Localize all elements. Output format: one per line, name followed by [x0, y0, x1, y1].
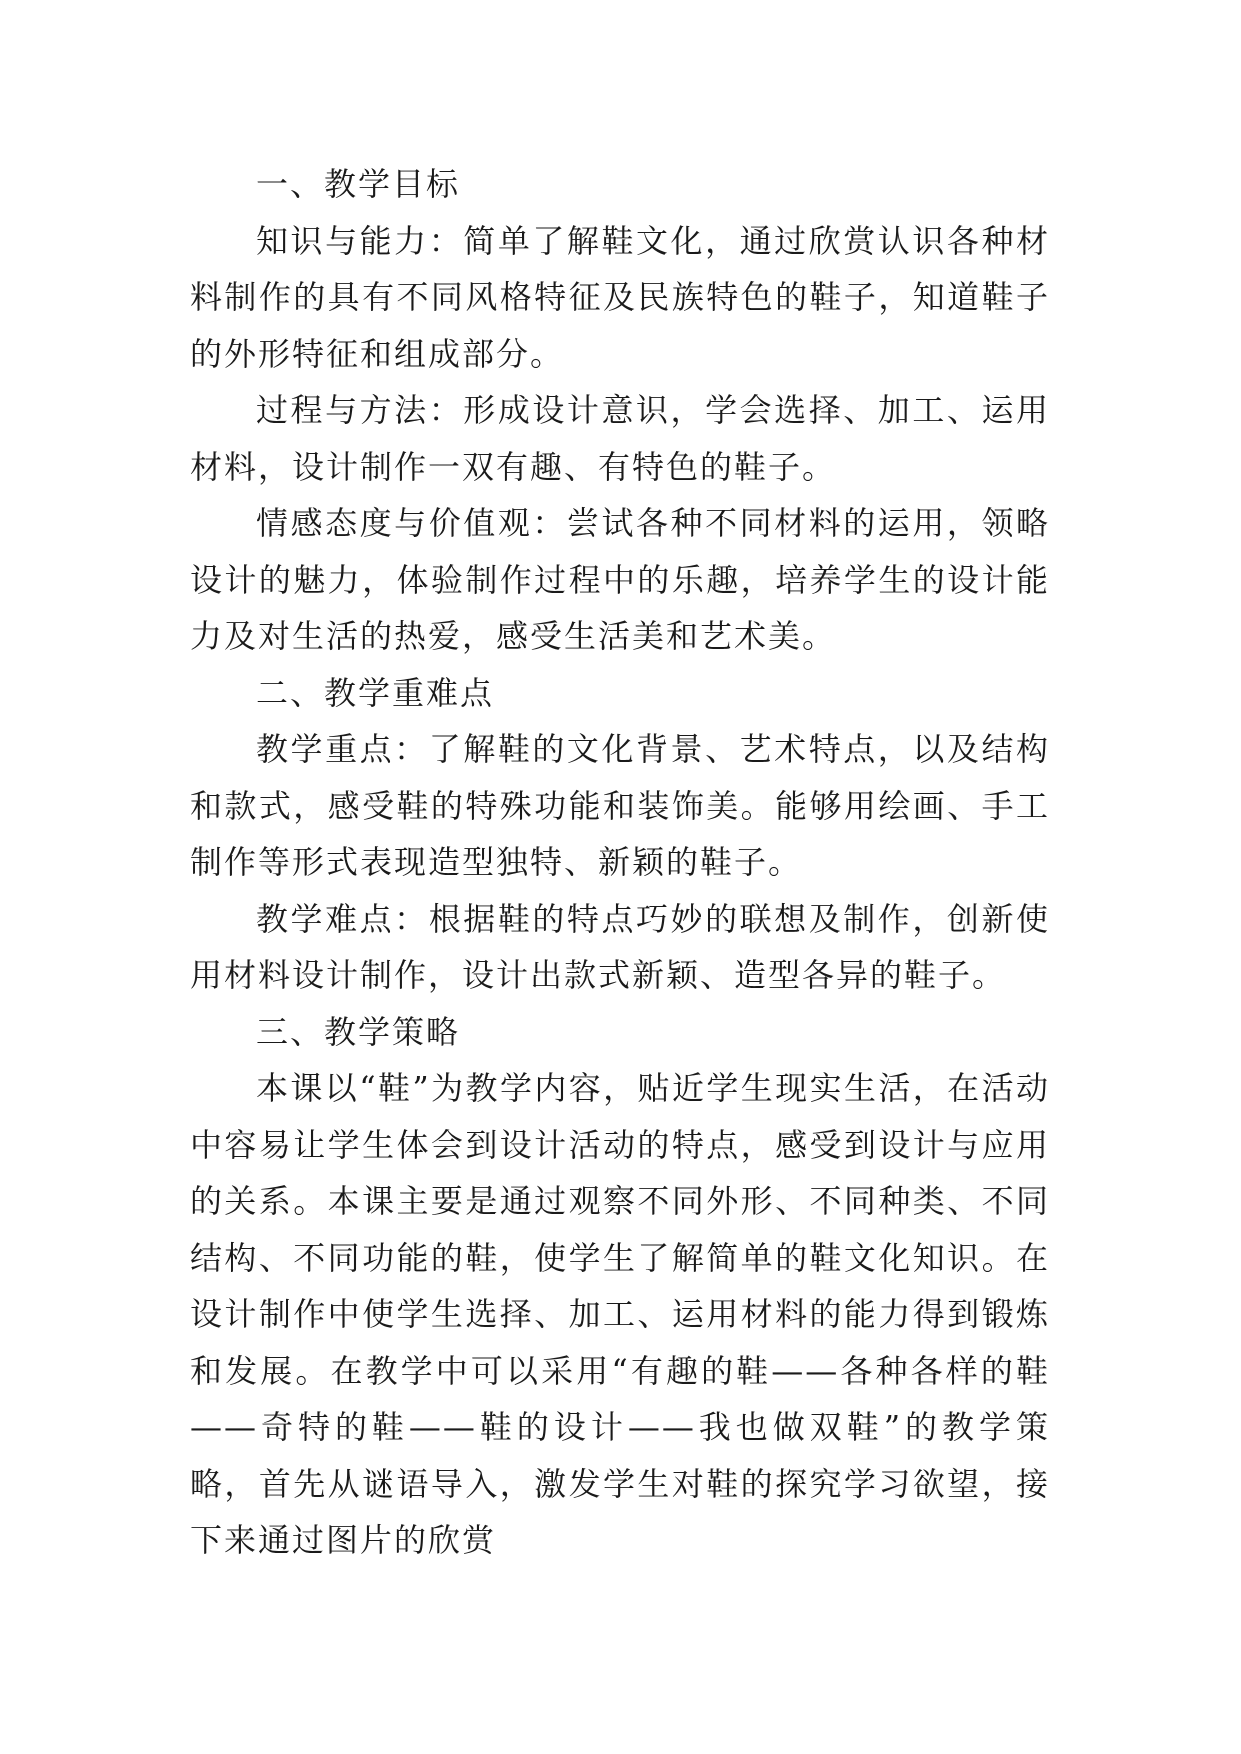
paragraph-teaching-difficulties: 教学难点：根据鞋的特点巧妙的联想及制作，创新使用材料设计制作，设计出款式新颖、造型各异的鞋子。 — [190, 899, 1050, 994]
paragraph-emotion-attitude-values: 情感态度与价值观：尝试各种不同材料的运用，领略设计的魅力，体验制作过程中的乐趣，培养学生的设计能力及对生活的热爱，感受生活美和艺术美。 — [190, 504, 1050, 655]
section-heading-key-difficult-points: 二、教学重难点 — [256, 673, 495, 712]
paragraph-teaching-strategy-body: 本课以“鞋”为教学内容，贴近学生现实生活，在活动中容易让学生体会到设计活动的特点，感受到设计与应用的关系。本课主要是通过观察不同外形、不同种类、不同结构、不同功能的鞋，使学生了解简单的鞋文化知识。在设计制作中使学生选择、加工、运用材料的能力得到锻炼和发展。在教学中可以采用“有趣的鞋——各种各样的鞋——奇特的鞋——鞋的设计——我也做双鞋”的教学策略，首先从谜语导入，激发学生对鞋的探究学习欲望，接下来通过图片的欣赏 — [190, 1069, 1050, 1559]
section-heading-teaching-objectives: 一、教学目标 — [256, 165, 461, 203]
paragraph-process-and-method: 过程与方法：形成设计意识，学会选择、加工、运用材料，设计制作一双有趣、有特色的鞋子。 — [190, 391, 1050, 486]
section-heading-teaching-strategy: 三、教学策略 — [256, 1012, 461, 1051]
document-body — [190, 156, 1050, 1569]
paragraph-knowledge-and-ability: 知识与能力：简单了解鞋文化，通过欣赏认识各种材料制作的具有不同风格特征及民族特色的鞋子，知道鞋子的外形特征和组成部分。 — [190, 221, 1050, 373]
paragraph-teaching-key-points: 教学重点：了解鞋的文化背景、艺术特点，以及结构和款式，感受鞋的特殊功能和装饰美。能够用绘画、手工制作等形式表现造型独特、新颖的鞋子。 — [190, 730, 1050, 881]
